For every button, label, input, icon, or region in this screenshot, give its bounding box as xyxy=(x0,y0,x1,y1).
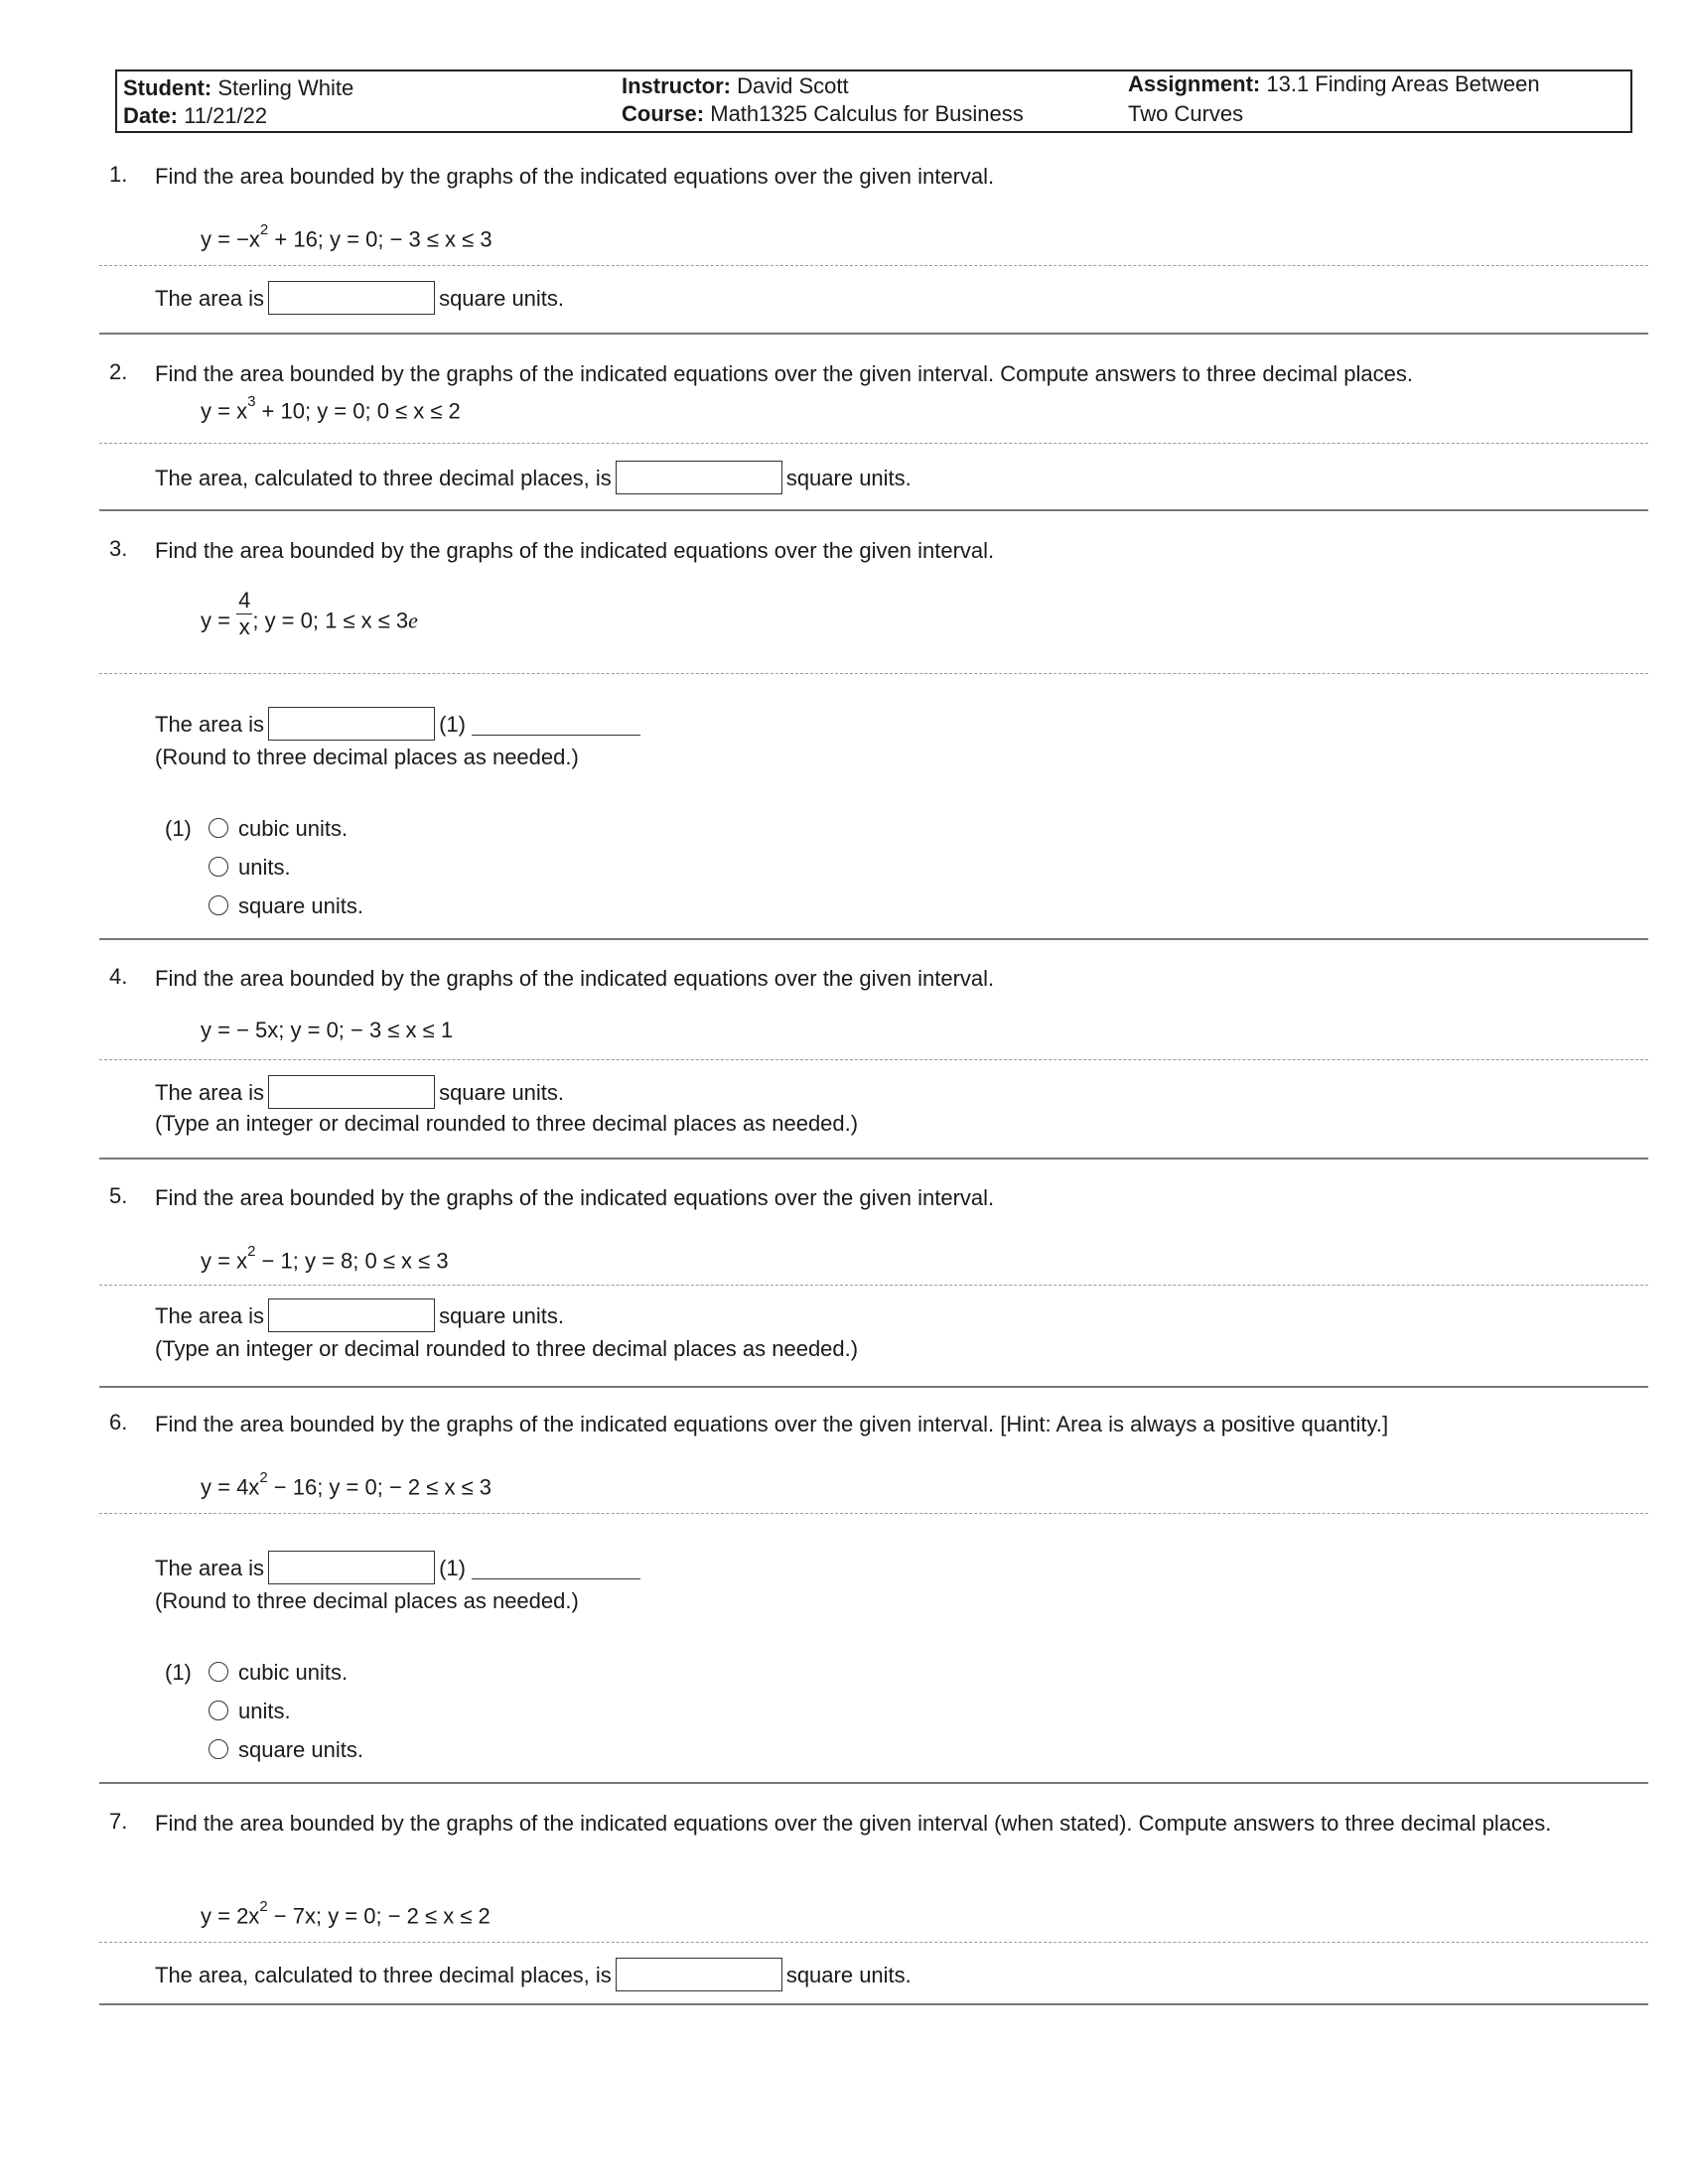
question-divider xyxy=(99,938,1648,940)
fraction-denominator: x xyxy=(238,614,250,639)
question-text: Find the area bounded by the graphs of the indicated equations over the given interval. [Hint: Area is always a positive quantity.] xyxy=(155,1412,1389,1436)
option-label: cubic units. xyxy=(238,1660,349,1685)
equation xyxy=(201,1469,492,1500)
question-6 xyxy=(109,1410,1658,1787)
question-divider xyxy=(99,1158,1648,1160)
answer-line xyxy=(155,709,640,743)
unit-option-cubic[interactable] xyxy=(165,1658,363,1697)
dotted-divider xyxy=(99,1059,1648,1060)
option-label: units. xyxy=(238,855,291,880)
equation-part: − 1; y = 8; 0 ≤ x ≤ 3 xyxy=(255,1248,449,1274)
answer-unit: square units. xyxy=(439,1302,565,1328)
answer-input-box[interactable] xyxy=(268,707,435,741)
radio-button[interactable] xyxy=(209,818,228,838)
question-divider xyxy=(99,333,1648,335)
unit-option-square[interactable] xyxy=(165,1735,363,1774)
exponent: 2 xyxy=(259,1898,268,1915)
equation-part: ; y = 0; 1 ≤ x ≤ 3 xyxy=(252,608,409,633)
radio-button[interactable] xyxy=(209,1662,228,1682)
question-text: Find the area bounded by the graphs of the indicated equations over the given interval (when stated). Compute answers to three decimal places. xyxy=(155,1811,1552,1836)
option-group-label: (1) xyxy=(165,816,192,841)
equation xyxy=(201,221,492,252)
question-number: 1. xyxy=(109,162,128,187)
unit-dropdown-label: (1) xyxy=(439,1555,466,1580)
question-number: 2. xyxy=(109,359,128,384)
question-7 xyxy=(109,1809,1658,2017)
answer-line xyxy=(155,1960,912,1993)
question-1 xyxy=(109,162,1658,331)
question-4 xyxy=(109,964,1658,1143)
euler-constant: e xyxy=(408,608,418,633)
unit-blank[interactable] xyxy=(472,1561,640,1579)
question-text: Find the area bounded by the graphs of the indicated equations over the given interval. xyxy=(155,966,995,991)
question-number: 6. xyxy=(109,1410,128,1434)
equation xyxy=(201,588,418,648)
equation-part: + 16; y = 0; − 3 ≤ x ≤ 3 xyxy=(268,226,492,252)
unit-dropdown-label: (1) xyxy=(439,711,466,737)
radio-button[interactable] xyxy=(209,1739,228,1759)
answer-line xyxy=(155,283,564,317)
unit-option-units[interactable] xyxy=(165,1697,363,1735)
equation-part: y = 2x xyxy=(201,1903,260,1929)
answer-input-box[interactable] xyxy=(268,1075,435,1109)
course-name: Math1325 Calculus for Business xyxy=(710,101,1024,126)
exponent: 2 xyxy=(259,221,269,238)
date-value: 11/21/22 xyxy=(184,103,268,128)
question-number: 5. xyxy=(109,1183,128,1208)
answer-prefix: The area is xyxy=(155,711,265,737)
unit-option-units[interactable] xyxy=(165,853,363,891)
question-number: 7. xyxy=(109,1809,128,1834)
assignment-label: Assignment: xyxy=(1128,71,1261,96)
question-divider xyxy=(99,1386,1648,1388)
answer-prefix: The area is xyxy=(155,285,265,311)
equation xyxy=(201,1898,491,1929)
question-text: Find the area bounded by the graphs of the indicated equations over the given interval. xyxy=(155,1185,995,1210)
assignment-line2 xyxy=(1128,99,1243,129)
rounding-note: (Round to three decimal places as needed.) xyxy=(155,1588,579,1613)
answer-prefix: The area, calculated to three decimal places, is xyxy=(155,465,612,490)
student-label: Student: xyxy=(123,75,212,100)
course-line xyxy=(622,99,1024,129)
answer-input-box[interactable] xyxy=(268,1551,435,1584)
instructor-name: David Scott xyxy=(737,73,849,98)
answer-line xyxy=(155,1300,564,1334)
dotted-divider xyxy=(99,1513,1648,1514)
question-3 xyxy=(109,536,1658,933)
question-divider xyxy=(99,2003,1648,2005)
equation-part: − 7x; y = 0; − 2 ≤ x ≤ 2 xyxy=(267,1903,491,1929)
answer-unit: square units. xyxy=(439,1079,565,1105)
radio-button[interactable] xyxy=(209,895,228,915)
equation-part: y = 4x xyxy=(201,1474,260,1500)
dotted-divider xyxy=(99,443,1648,444)
assignment-title-line1: 13.1 Finding Areas Between xyxy=(1266,71,1540,96)
option-label: square units. xyxy=(238,893,363,918)
question-text: Find the area bounded by the graphs of the indicated equations over the given interval. Compute answers to three decimal places. xyxy=(155,361,1413,386)
question-text: Find the area bounded by the graphs of the indicated equations over the given interval. xyxy=(155,164,995,189)
answer-unit: square units. xyxy=(785,1962,912,1987)
answer-prefix: The area is xyxy=(155,1555,265,1580)
question-2 xyxy=(109,359,1658,508)
fraction-numerator: 4 xyxy=(238,588,251,613)
unit-option-square[interactable] xyxy=(165,891,363,930)
rounding-note: (Type an integer or decimal rounded to three decimal places as needed.) xyxy=(155,1336,859,1361)
student-name: Sterling White xyxy=(217,75,354,100)
dotted-divider xyxy=(99,1285,1648,1286)
equation-part: y = − 5x; y = 0; − 3 ≤ x ≤ 1 xyxy=(201,1018,454,1042)
option-group-label: (1) xyxy=(165,1660,192,1685)
answer-input-box[interactable] xyxy=(616,461,782,494)
radio-button[interactable] xyxy=(209,857,228,877)
rounding-note: (Round to three decimal places as needed.) xyxy=(155,745,579,769)
instructor-label: Instructor: xyxy=(622,73,731,98)
answer-line xyxy=(155,463,912,496)
equation-part: y = x xyxy=(201,398,248,424)
question-number: 3. xyxy=(109,536,128,561)
question-5 xyxy=(109,1183,1658,1362)
option-label: square units. xyxy=(238,1737,363,1762)
answer-input-box[interactable] xyxy=(616,1958,782,1991)
option-label: units. xyxy=(238,1699,291,1723)
equation-part: y = x xyxy=(201,1248,248,1274)
unit-option-cubic[interactable] xyxy=(165,814,363,853)
option-label: cubic units. xyxy=(238,816,349,841)
dotted-divider xyxy=(99,1942,1648,1943)
dotted-divider xyxy=(99,265,1648,266)
equation xyxy=(201,1243,449,1274)
exponent: 2 xyxy=(247,1243,256,1260)
question-divider xyxy=(99,1782,1648,1784)
assignment-title-line2: Two Curves xyxy=(1128,101,1244,126)
question-divider xyxy=(99,509,1648,511)
radio-button[interactable] xyxy=(209,1701,228,1720)
instructor-line xyxy=(622,71,849,101)
equation-part: − 16; y = 0; − 2 ≤ x ≤ 3 xyxy=(267,1474,492,1500)
date-label: Date: xyxy=(123,103,179,128)
equation-part: y = −x xyxy=(201,226,260,252)
student-line xyxy=(123,73,353,103)
course-label: Course: xyxy=(622,101,705,126)
answer-unit: square units. xyxy=(785,465,912,490)
unit-options xyxy=(165,814,363,930)
exponent: 2 xyxy=(259,1469,268,1486)
date-line xyxy=(123,101,267,131)
fraction xyxy=(236,588,252,640)
answer-line xyxy=(155,1553,640,1586)
answer-prefix: The area, calculated to three decimal places, is xyxy=(155,1962,612,1987)
unit-blank[interactable] xyxy=(472,717,640,736)
assignment-header xyxy=(115,69,1632,133)
question-text: Find the area bounded by the graphs of the indicated equations over the given interval. xyxy=(155,538,995,563)
equation xyxy=(201,1018,453,1043)
assignment-line xyxy=(1128,69,1540,99)
equation-part: y = xyxy=(201,608,230,633)
equation-part: + 10; y = 0; 0 ≤ x ≤ 2 xyxy=(255,398,461,424)
rounding-note: (Type an integer or decimal rounded to three decimal places as needed.) xyxy=(155,1111,859,1136)
answer-prefix: The area is xyxy=(155,1302,265,1328)
unit-options xyxy=(165,1658,363,1774)
question-number: 4. xyxy=(109,964,128,989)
answer-input-box[interactable] xyxy=(268,281,435,315)
dotted-divider xyxy=(99,673,1648,674)
answer-input-box[interactable] xyxy=(268,1298,435,1332)
equation xyxy=(201,393,461,424)
answer-prefix: The area is xyxy=(155,1079,265,1105)
exponent: 3 xyxy=(247,393,256,410)
answer-unit: square units. xyxy=(439,285,565,311)
answer-line xyxy=(155,1077,564,1111)
